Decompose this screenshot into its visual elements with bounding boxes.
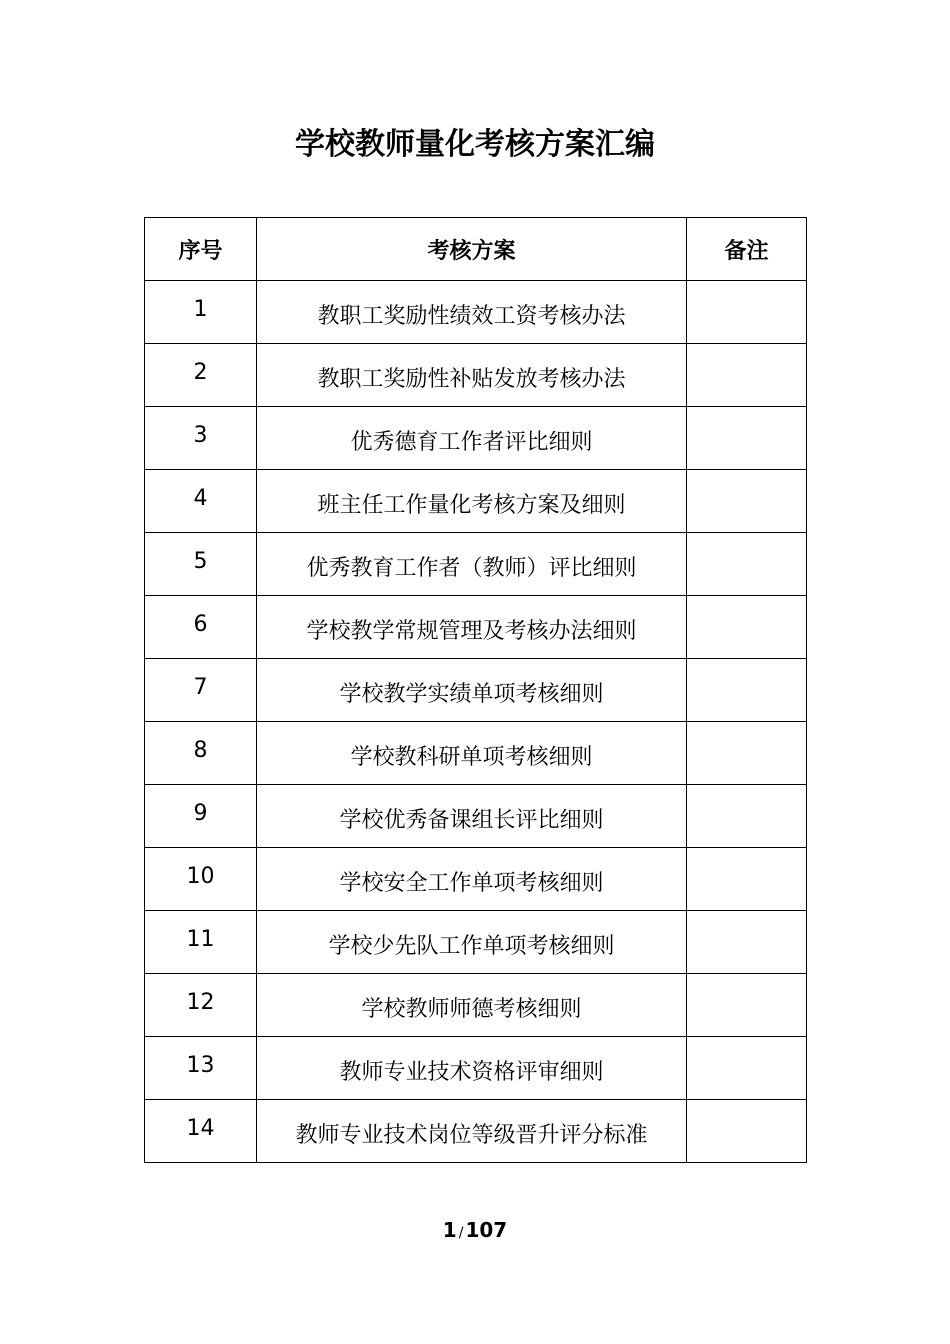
row-plan: 学校教科研单项考核细则 bbox=[257, 722, 687, 785]
table-row bbox=[145, 533, 807, 596]
row-index: 4 bbox=[145, 470, 257, 533]
row-remarks bbox=[687, 596, 807, 659]
table-row bbox=[145, 407, 807, 470]
row-plan: 优秀教育工作者（教师）评比细则 bbox=[257, 533, 687, 596]
plan-table bbox=[144, 217, 807, 1163]
row-remarks bbox=[687, 281, 807, 344]
page-number bbox=[0, 1218, 950, 1242]
row-index: 11 bbox=[145, 911, 257, 974]
table-row bbox=[145, 344, 807, 407]
row-index: 6 bbox=[145, 596, 257, 659]
row-plan: 学校优秀备课组长评比细则 bbox=[257, 785, 687, 848]
table-row bbox=[145, 1037, 807, 1100]
row-index: 3 bbox=[145, 407, 257, 470]
row-index: 13 bbox=[145, 1037, 257, 1100]
row-remarks bbox=[687, 1037, 807, 1100]
row-index: 12 bbox=[145, 974, 257, 1037]
row-remarks bbox=[687, 344, 807, 407]
row-plan: 学校安全工作单项考核细则 bbox=[257, 848, 687, 911]
header-remarks: 备注 bbox=[687, 218, 807, 281]
table-row bbox=[145, 470, 807, 533]
row-plan: 学校教学实绩单项考核细则 bbox=[257, 659, 687, 722]
table-row bbox=[145, 848, 807, 911]
row-remarks bbox=[687, 470, 807, 533]
row-remarks bbox=[687, 1100, 807, 1163]
row-remarks bbox=[687, 722, 807, 785]
row-plan: 教职工奖励性绩效工资考核办法 bbox=[257, 281, 687, 344]
row-index: 2 bbox=[145, 344, 257, 407]
header-index: 序号 bbox=[145, 218, 257, 281]
row-index: 10 bbox=[145, 848, 257, 911]
row-remarks bbox=[687, 533, 807, 596]
row-remarks bbox=[687, 911, 807, 974]
row-remarks bbox=[687, 974, 807, 1037]
page-total: 107 bbox=[465, 1218, 508, 1242]
row-plan: 教师专业技术岗位等级晋升评分标准 bbox=[257, 1100, 687, 1163]
row-index: 9 bbox=[145, 785, 257, 848]
page-current: 1 bbox=[442, 1218, 457, 1242]
row-plan: 教师专业技术资格评审细则 bbox=[257, 1037, 687, 1100]
row-index: 14 bbox=[145, 1100, 257, 1163]
table-row bbox=[145, 596, 807, 659]
table-header-row bbox=[145, 218, 807, 281]
table-row bbox=[145, 1100, 807, 1163]
row-plan: 学校教学常规管理及考核办法细则 bbox=[257, 596, 687, 659]
row-plan: 优秀德育工作者评比细则 bbox=[257, 407, 687, 470]
table-row bbox=[145, 281, 807, 344]
table-row bbox=[145, 785, 807, 848]
row-plan: 班主任工作量化考核方案及细则 bbox=[257, 470, 687, 533]
row-index: 7 bbox=[145, 659, 257, 722]
document-title: 学校教师量化考核方案汇编 bbox=[295, 127, 655, 162]
row-plan: 教职工奖励性补贴发放考核办法 bbox=[257, 344, 687, 407]
header-plan: 考核方案 bbox=[257, 218, 687, 281]
row-index: 5 bbox=[145, 533, 257, 596]
row-remarks bbox=[687, 785, 807, 848]
table-row bbox=[145, 974, 807, 1037]
row-index: 1 bbox=[145, 281, 257, 344]
row-remarks bbox=[687, 848, 807, 911]
row-plan: 学校少先队工作单项考核细则 bbox=[257, 911, 687, 974]
row-index: 8 bbox=[145, 722, 257, 785]
page-separator: / bbox=[458, 1225, 464, 1241]
table-row bbox=[145, 911, 807, 974]
row-remarks bbox=[687, 407, 807, 470]
row-remarks bbox=[687, 659, 807, 722]
row-plan: 学校教师师德考核细则 bbox=[257, 974, 687, 1037]
table-row bbox=[145, 722, 807, 785]
table-row bbox=[145, 659, 807, 722]
